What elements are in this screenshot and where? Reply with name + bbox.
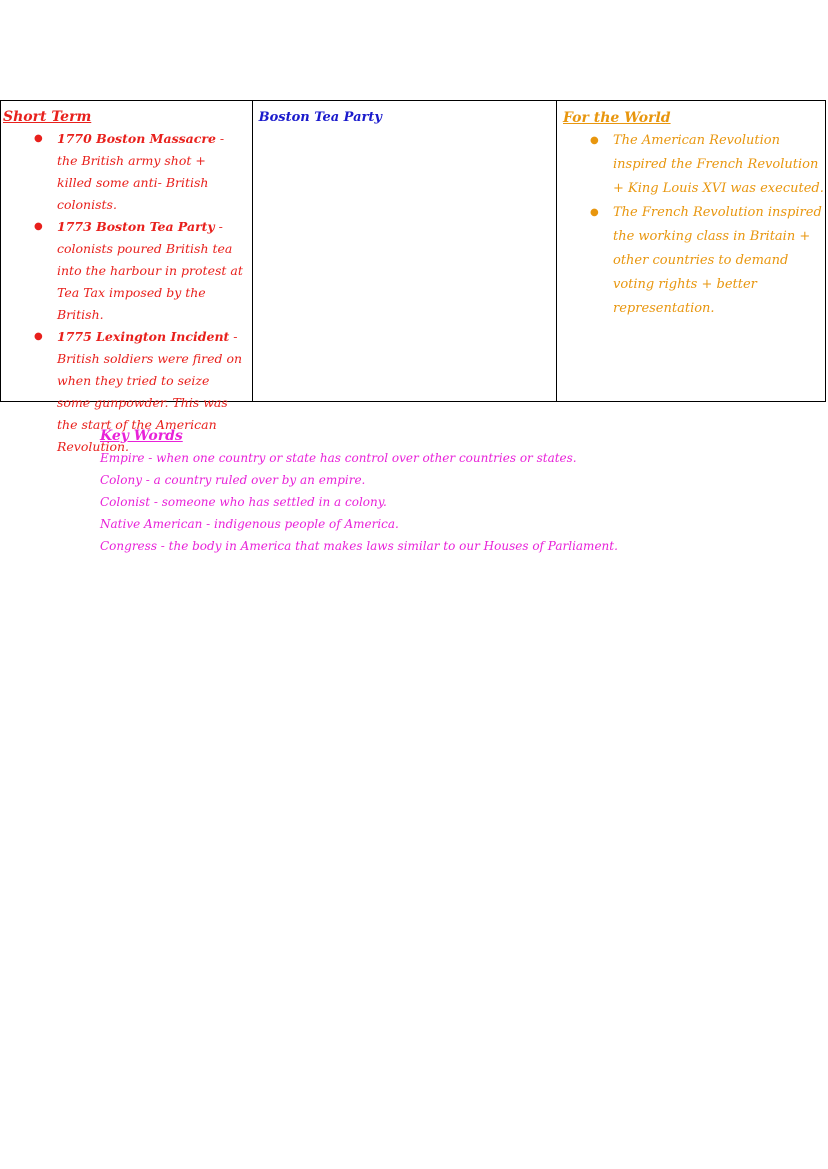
short-term-list xyxy=(3,128,252,458)
key-word-definition: Colonist - someone who has settled in a colony. xyxy=(100,495,387,509)
key-word-definition: Empire - when one country or state has control over other countries or states. xyxy=(100,451,577,465)
list-item xyxy=(3,128,243,216)
for-the-world-column xyxy=(557,101,825,401)
event-description: - British soldiers were fired on when they tried to seize some gunpowder. This was the start of the American Revolution. xyxy=(57,329,243,454)
key-word-definition: Colony - a country ruled over by an empire. xyxy=(100,473,366,487)
key-words-section xyxy=(100,426,750,557)
for-the-world-heading: For the World xyxy=(563,110,671,126)
event-description: - colonists poured British tea into the harbour in protest at Tea Tax imposed by the British. xyxy=(57,219,243,322)
event-description: - the British army shot + killed some anti- British colonists. xyxy=(57,131,225,212)
middle-heading: Boston Tea Party xyxy=(258,110,382,125)
key-word-definition: Congress - the body in America that makes laws similar to our Houses of Parliament. xyxy=(100,539,618,553)
middle-column xyxy=(253,101,557,401)
list-item: ● The American Revolution inspired the French Revolution + King Louis XVI was executed. xyxy=(563,129,825,201)
list-item xyxy=(3,216,243,326)
event-title: 1775 Lexington Incident xyxy=(57,329,230,344)
key-words-title: Key Words xyxy=(100,428,183,444)
event-title: 1770 Boston Massacre xyxy=(57,131,216,146)
for-the-world-list xyxy=(563,129,825,321)
event-title: 1773 Boston Tea Party xyxy=(57,219,215,234)
short-term-heading: Short Term xyxy=(3,109,92,125)
list-item: ● The French Revolution inspired the working class in Britain + other countries to demand voting rights + better representation. xyxy=(563,201,825,321)
key-word-definition: Native American - indigenous people of America. xyxy=(100,517,399,531)
